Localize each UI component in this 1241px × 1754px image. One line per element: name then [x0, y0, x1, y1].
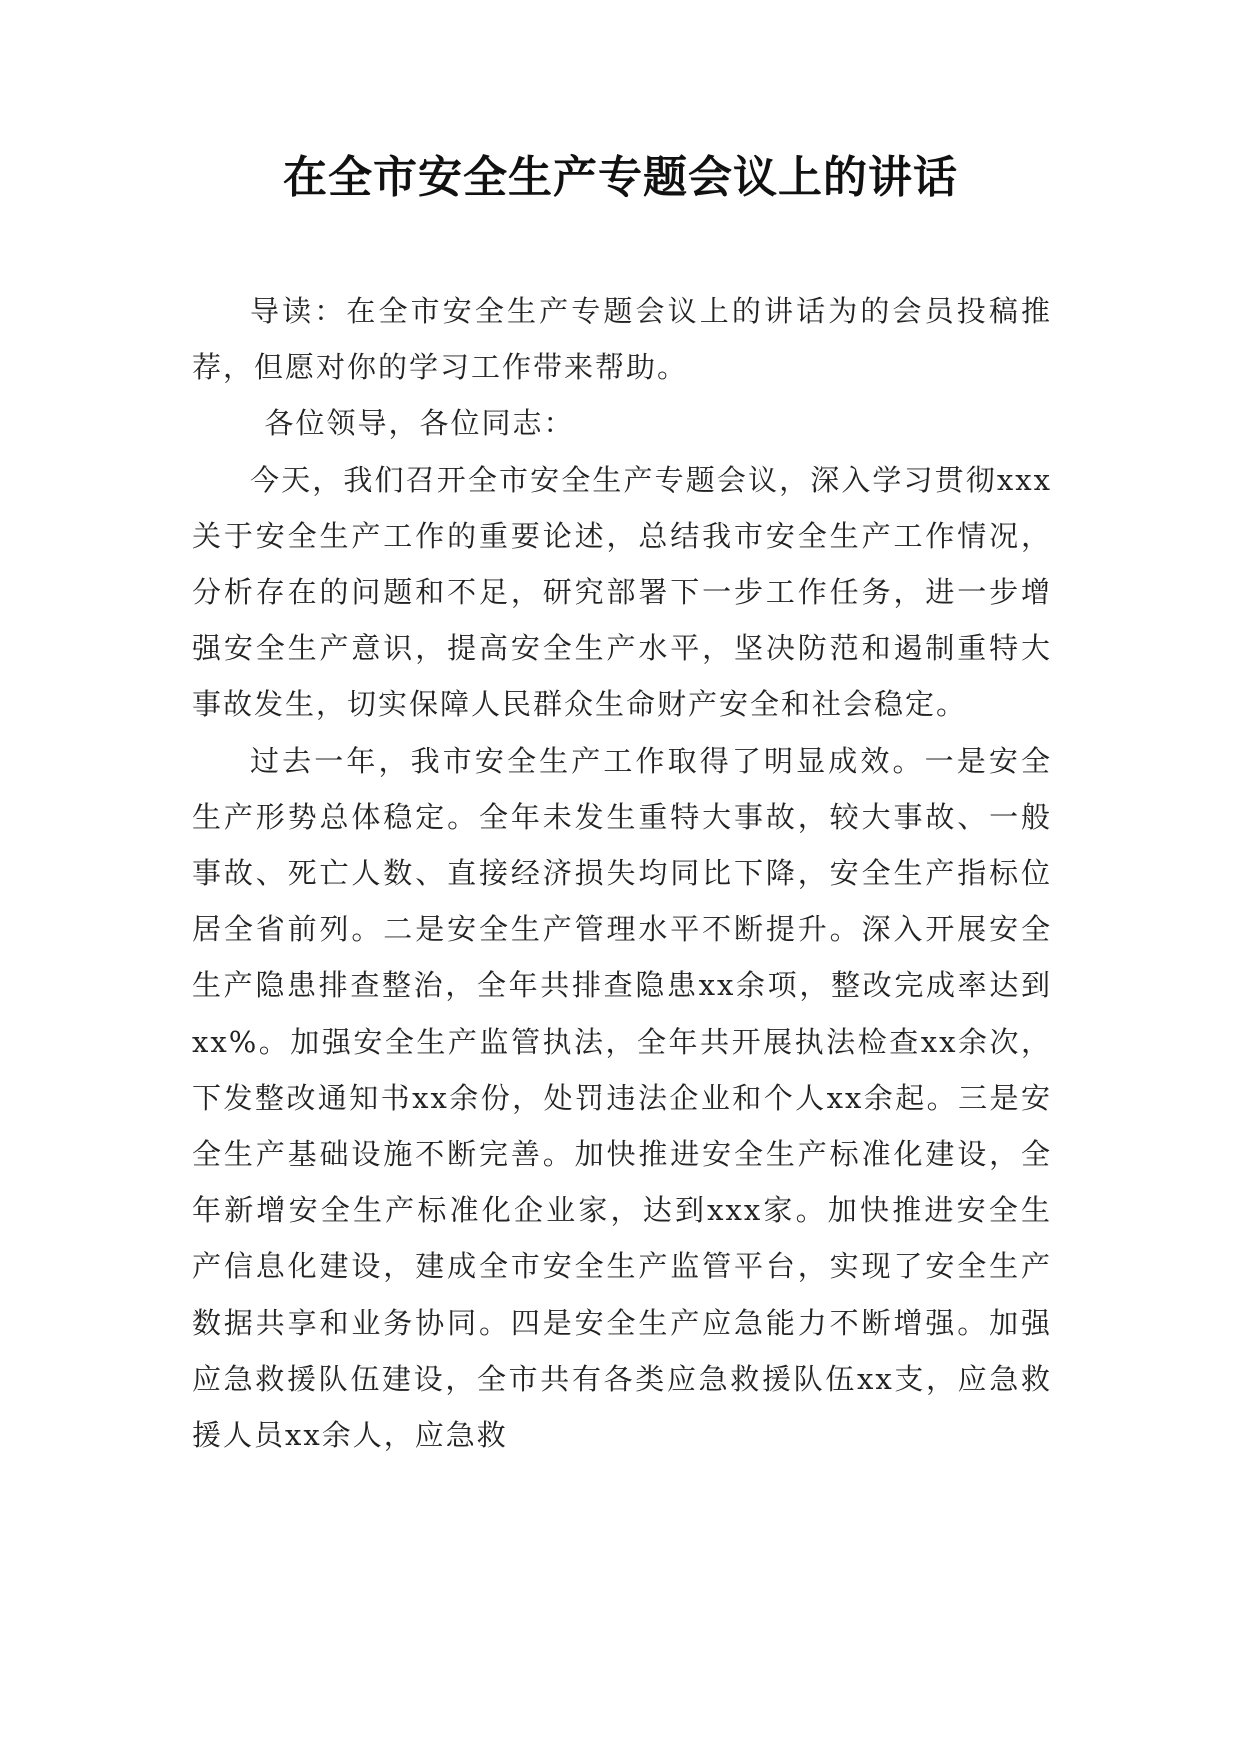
opening-paragraph: 今天，我们召开全市安全生产专题会议，深入学习贯彻xxx关于安全生产工作的重要论述，总结我市安全生产工作情况，分析存在的问题和不足，研究部署下一步工作任务，进一步增强安全生产意识，提高安全生产水平，坚决防范和遏制重特大事故发生，切实保障人民群众生命财产安全和社会稳定。: [192, 462, 1052, 722]
document-title: 在全市安全生产专题会议上的讲话: [283, 152, 958, 203]
achievements-paragraph: 过去一年，我市安全生产工作取得了明显成效。一是安全生产形势总体稳定。全年未发生重特大事故，较大事故、一般事故、死亡人数、直接经济损失均同比下降，安全生产指标位居全省前列。二是安全生产管理水平不断提升。深入开展安全生产隐患排查整治，全年共排查隐患xx余项，整改完成率达到xx%。加强安全生产监管执法，全年共开展执法检查xx余次，下发整改通知书xx余份，处罚违法企业和个人xx余起。三是安全生产基础设施不断完善。加快推进安全生产标准化建设，全年新增安全生产标准化企业家，达到xxx家。加快推进安全生产信息化建设，建成全市安全生产监管平台，实现了安全生产数据共享和业务协同。四是安全生产应急能力不断增强。加强应急救援队伍建设，全市共有各类应急救援队伍xx支，应急救援人员xx余人，应急救: [192, 743, 1052, 1453]
intro-paragraph: 导读：在全市安全生产专题会议上的讲话为的会员投稿推荐，但愿对你的学习工作带来帮助。: [192, 294, 1052, 385]
document-body: [192, 283, 1052, 1463]
salutation-paragraph: 各位领导，各位同志：: [264, 406, 575, 441]
